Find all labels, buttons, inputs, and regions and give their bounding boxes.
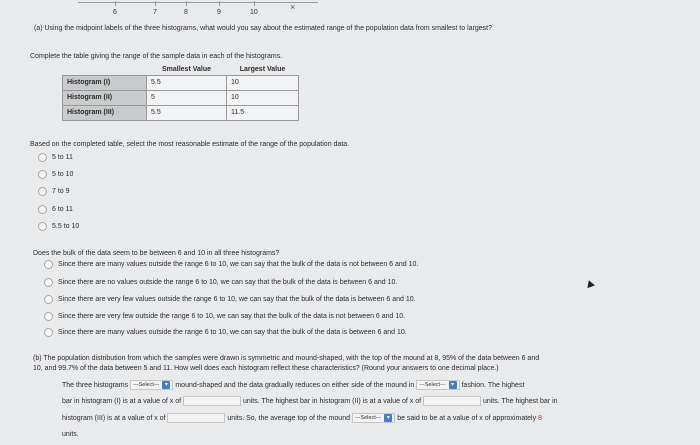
- chevron-down-icon: ▾: [384, 414, 392, 422]
- radio-button[interactable]: [38, 205, 47, 214]
- select-label: ---Select---: [354, 415, 382, 421]
- part-b-row1: [62, 380, 524, 391]
- header-smallest: Smallest Value: [161, 66, 212, 74]
- axis-line: [78, 2, 318, 3]
- question-b-line2: 10, and 99.7% of the data between 5 and 11. How well does each histogram reflect these characteristics? (Round your answers to one decimal place.): [33, 365, 499, 372]
- text-segment: units. The highest bar in: [482, 397, 558, 405]
- question-b-line1: (b) The population distribution from which the samples were drawn is symmetric and mound-shaped, with the top of the mound at 8, 95% of the data between 6 and: [33, 355, 540, 362]
- radio-button[interactable]: [38, 170, 47, 179]
- histogram-iii-input[interactable]: [167, 413, 225, 423]
- text-segment: fashion. The highest: [461, 381, 525, 389]
- tick-label: 6: [113, 9, 117, 16]
- table-row: [63, 90, 299, 105]
- range-option[interactable]: [38, 187, 70, 196]
- largest-input[interactable]: 11.5: [227, 105, 299, 120]
- bulk-option[interactable]: [44, 278, 397, 287]
- range-prompt: Based on the completed table, select the most reasonable estimate of the range of the population data.: [30, 141, 350, 148]
- range-option[interactable]: [38, 170, 73, 179]
- range-option[interactable]: [38, 153, 73, 162]
- largest-input[interactable]: 10: [227, 90, 299, 105]
- histogram-i-input[interactable]: [183, 396, 241, 406]
- histogram-ii-input[interactable]: [423, 396, 481, 406]
- smallest-input[interactable]: 5.5: [147, 75, 227, 90]
- select-label: ---Select---: [133, 382, 160, 388]
- option-label: 5 to 11: [52, 154, 73, 161]
- text-segment: histogram (III) is at a value of x of: [62, 414, 166, 422]
- tick-label: 9: [217, 9, 221, 16]
- radio-button[interactable]: [38, 153, 47, 162]
- radio-button[interactable]: [44, 295, 53, 304]
- bulk-option[interactable]: [44, 312, 405, 321]
- question-a: (a) Using the midpoint labels of the three histograms, what would you say about the estimated range of the population data from smallest to largest?: [34, 25, 492, 32]
- header-largest: Largest Value: [239, 66, 286, 74]
- text-segment: The three histograms: [62, 381, 129, 389]
- chevron-down-icon: ▾: [449, 381, 457, 389]
- radio-button[interactable]: [38, 222, 47, 231]
- radio-button[interactable]: [44, 278, 53, 287]
- range-option[interactable]: [38, 222, 79, 231]
- text-segment: mound-shaped and the data gradually reduces on either side of the mound in: [175, 381, 415, 389]
- option-label: 5 to 10: [52, 171, 74, 178]
- tick-mark: [115, 1, 116, 6]
- bulk-prompt: Does the bulk of the data seem to be between 6 and 10 in all three histograms?: [33, 250, 280, 257]
- part-b-row2: [62, 396, 558, 407]
- tick-label: 8: [184, 9, 188, 16]
- smallest-input[interactable]: 5.5: [147, 105, 227, 120]
- mound-select[interactable]: [352, 413, 395, 423]
- largest-input[interactable]: 10: [227, 75, 299, 90]
- radio-button[interactable]: [44, 260, 53, 269]
- tick-label: 10: [250, 9, 258, 16]
- bulk-option[interactable]: [44, 295, 416, 304]
- tick-mark: [186, 1, 187, 6]
- text-segment: bar in histogram (I) is at a value of x of: [62, 397, 182, 405]
- bulk-option[interactable]: [44, 260, 418, 269]
- option-label: Since there are many values outside the range 6 to 10, we can say that the bulk of the data is not between 6 and 10.: [58, 261, 419, 268]
- tick-mark: [254, 1, 255, 6]
- option-label: Since there are no values outside the range 6 to 10, we can say that the bulk of the data is between 6 and 10.: [58, 279, 398, 286]
- table-prompt: Complete the table giving the range of the sample data in each of the histograms.: [30, 53, 283, 60]
- option-label: Since there are very few values outside the range 6 to 10, we can say that the bulk of the data is between 6 and 10.: [58, 296, 416, 303]
- part-b-row3: [62, 413, 542, 424]
- range-table: [62, 65, 299, 121]
- row-label: Histogram (III): [63, 105, 147, 120]
- mouse-cursor-icon: [585, 279, 595, 288]
- text-segment: units. The highest bar in histogram (II) is at a value of x of: [242, 397, 422, 405]
- fashion-select[interactable]: [416, 380, 459, 390]
- text-segment: units.: [62, 431, 79, 438]
- smallest-input[interactable]: 5: [147, 90, 227, 105]
- chevron-down-icon: ▾: [162, 381, 170, 389]
- select-label: ---Select---: [419, 382, 446, 388]
- table-row: [63, 75, 299, 90]
- radio-button[interactable]: [38, 187, 47, 196]
- row-label: Histogram (I): [63, 75, 147, 90]
- text-segment: be said to be at a value of x of approximately: [397, 414, 537, 422]
- table-corner: [63, 65, 147, 75]
- radio-button[interactable]: [44, 328, 53, 337]
- tick-mark: [219, 1, 220, 6]
- part-b-row4: [62, 430, 79, 440]
- option-label: 6 to 11: [52, 206, 73, 213]
- radio-button[interactable]: [44, 312, 53, 321]
- given-value: 8: [538, 414, 542, 422]
- histograms-select[interactable]: [130, 380, 173, 390]
- table-row: [63, 105, 299, 120]
- tick-mark: [155, 1, 156, 6]
- histogram-axis: [78, 0, 318, 20]
- tick-label: 7: [153, 9, 157, 16]
- option-label: Since there are very few outside the range 6 to 10, we can say that the bulk of the data is not between 6 and 10.: [58, 313, 406, 320]
- text-segment: units. So, the average top of the mound: [227, 414, 350, 422]
- row-label: Histogram (II): [63, 90, 147, 105]
- option-label: 7 to 9: [52, 188, 70, 195]
- close-icon: ×: [290, 2, 296, 12]
- bulk-option[interactable]: [44, 328, 407, 337]
- range-option[interactable]: [38, 205, 73, 214]
- option-label: 5.5 to 10: [52, 223, 80, 230]
- option-label: Since there are many values outside the range 6 to 10, we can say that the bulk of the data is between 6 and 10.: [58, 329, 407, 336]
